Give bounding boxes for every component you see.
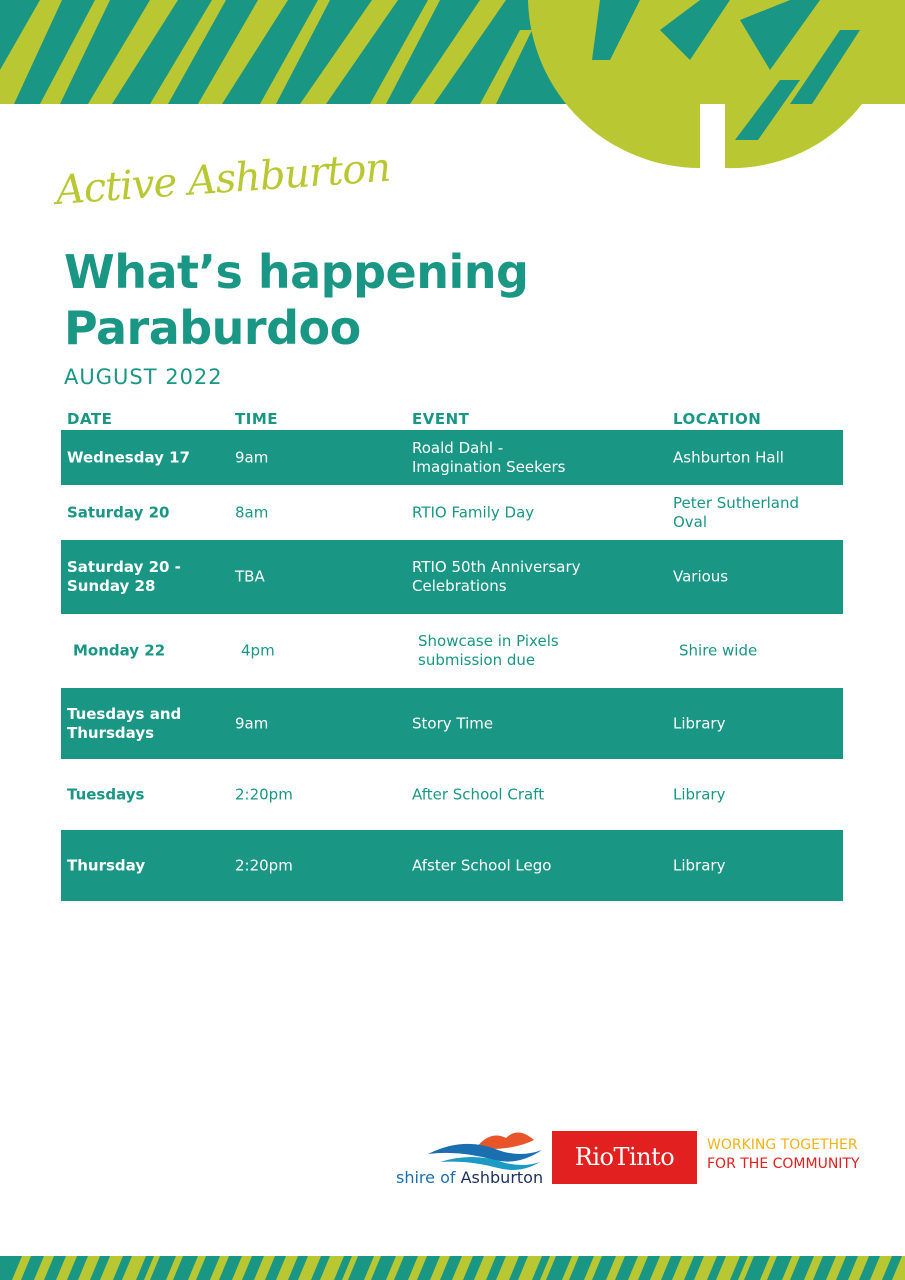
decorative-brush-banner	[0, 0, 905, 170]
cell-date: Tuesdays and Thursdays	[67, 704, 182, 742]
cell-event: Afster School Lego	[412, 856, 552, 874]
cell-time: 2:20pm	[235, 856, 293, 874]
cell-event: Roald Dahl - Imagination Seekers	[412, 438, 566, 476]
table-row	[61, 485, 843, 540]
cell-event: Story Time	[412, 714, 494, 732]
table-row	[61, 759, 843, 830]
cell-event: After School Craft	[412, 785, 545, 803]
cell-time: 8am	[235, 503, 269, 521]
month-subtitle: AUGUST 2022	[64, 365, 223, 389]
table-row	[61, 830, 843, 901]
cell-event: RTIO 50th Anniversary Celebrations	[412, 558, 581, 595]
cell-location: Library	[673, 856, 726, 874]
brand-script-title: Active Ashburton	[54, 144, 392, 214]
table-header	[61, 408, 843, 430]
shire-of-ashburton-wordmark	[396, 1168, 543, 1187]
cell-event: Showcase in Pixels submission due	[418, 632, 559, 669]
title-line-1: What’s happening	[64, 245, 529, 299]
cell-date: Wednesday 17	[67, 448, 190, 466]
decorative-brush-strip	[0, 1256, 905, 1280]
cell-date: Thursday	[67, 856, 146, 874]
cell-date: Saturday 20	[67, 503, 170, 521]
rio-tinto-wordmark: RioTinto	[574, 1143, 675, 1171]
cell-location: Peter Sutherland Oval	[673, 493, 799, 531]
tagline-line-2: FOR THE COMMUNITY	[707, 1156, 860, 1172]
cell-time: 9am	[235, 448, 269, 466]
cell-location: Various	[673, 567, 729, 586]
cell-date: Saturday 20 - Sunday 28	[67, 558, 181, 595]
table-row	[61, 540, 843, 614]
tagline-line-1: WORKING TOGETHER	[707, 1137, 858, 1153]
shire-prefix: shire of	[396, 1168, 461, 1187]
cell-date: Tuesdays	[67, 785, 145, 803]
page-title	[64, 244, 528, 356]
cell-location: Ashburton Hall	[673, 448, 784, 466]
table-row	[61, 614, 843, 688]
column-header-location: LOCATION	[673, 410, 762, 428]
cell-location: Library	[673, 714, 726, 732]
shire-name: Ashburton	[460, 1168, 544, 1187]
community-tagline	[707, 1136, 860, 1174]
cell-time: 4pm	[241, 641, 275, 660]
column-header-event: EVENT	[412, 410, 470, 428]
cell-date: Monday 22	[73, 641, 166, 660]
footer-logos	[394, 1120, 894, 1200]
events-table	[61, 408, 843, 901]
cell-location: Library	[673, 785, 726, 803]
table-row	[61, 688, 843, 759]
cell-location: Shire wide	[679, 641, 758, 660]
cell-time: TBA	[235, 567, 265, 586]
cell-event: RTIO Family Day	[412, 503, 535, 521]
column-header-date: DATE	[67, 410, 113, 428]
table-body	[61, 430, 843, 901]
title-line-2: Paraburdoo	[64, 301, 361, 355]
table-row	[61, 430, 843, 485]
rio-tinto-logo	[552, 1131, 697, 1184]
cell-time: 9am	[235, 714, 269, 732]
cell-time: 2:20pm	[235, 785, 293, 803]
column-header-time: TIME	[235, 410, 278, 428]
